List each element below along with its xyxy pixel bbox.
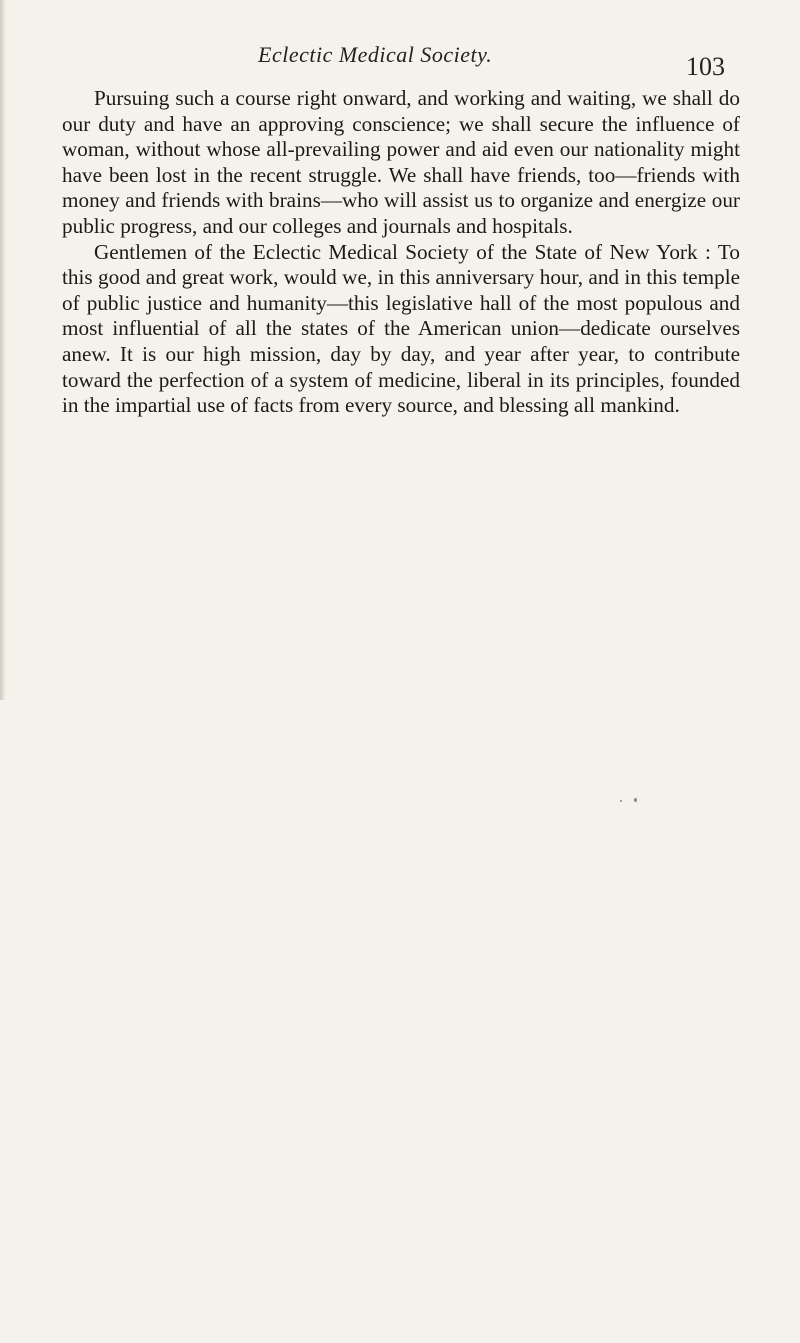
paper-speck	[634, 798, 637, 802]
paragraph: Pursuing such a course right onward, and working and waiting, we shall do our duty and have an approving conscience; we shall secure the influence of woman, without whose all-prevailing power and aid even our nationality might have been lost in the recent struggle. We shall have friends, too—friends with money and friends with brains—who will assist us to organize and energize our public progress, and our colleges and journals and hospitals.	[62, 86, 740, 238]
page-number: 103	[686, 52, 725, 81]
running-header-title: Eclectic Medical Society.	[258, 42, 493, 67]
paragraph: Gentlemen of the Eclectic Medical Society of the State of New York : To this good and great work, would we, in this anniversary hour, and in this temple of public justice and humanity—this legislative hall of the most populous and most influential of all the states of the American union—dedicate ourselves anew. It is our high mission, day by day, and year after year, to contribute toward the perfection of a system of medicine, liberal in its principles, founded in the impartial use of facts from every source, and blessing all mankind.	[62, 239, 740, 418]
page-binding-edge	[0, 0, 6, 700]
paper-speck	[620, 800, 622, 802]
body-text	[62, 86, 740, 419]
